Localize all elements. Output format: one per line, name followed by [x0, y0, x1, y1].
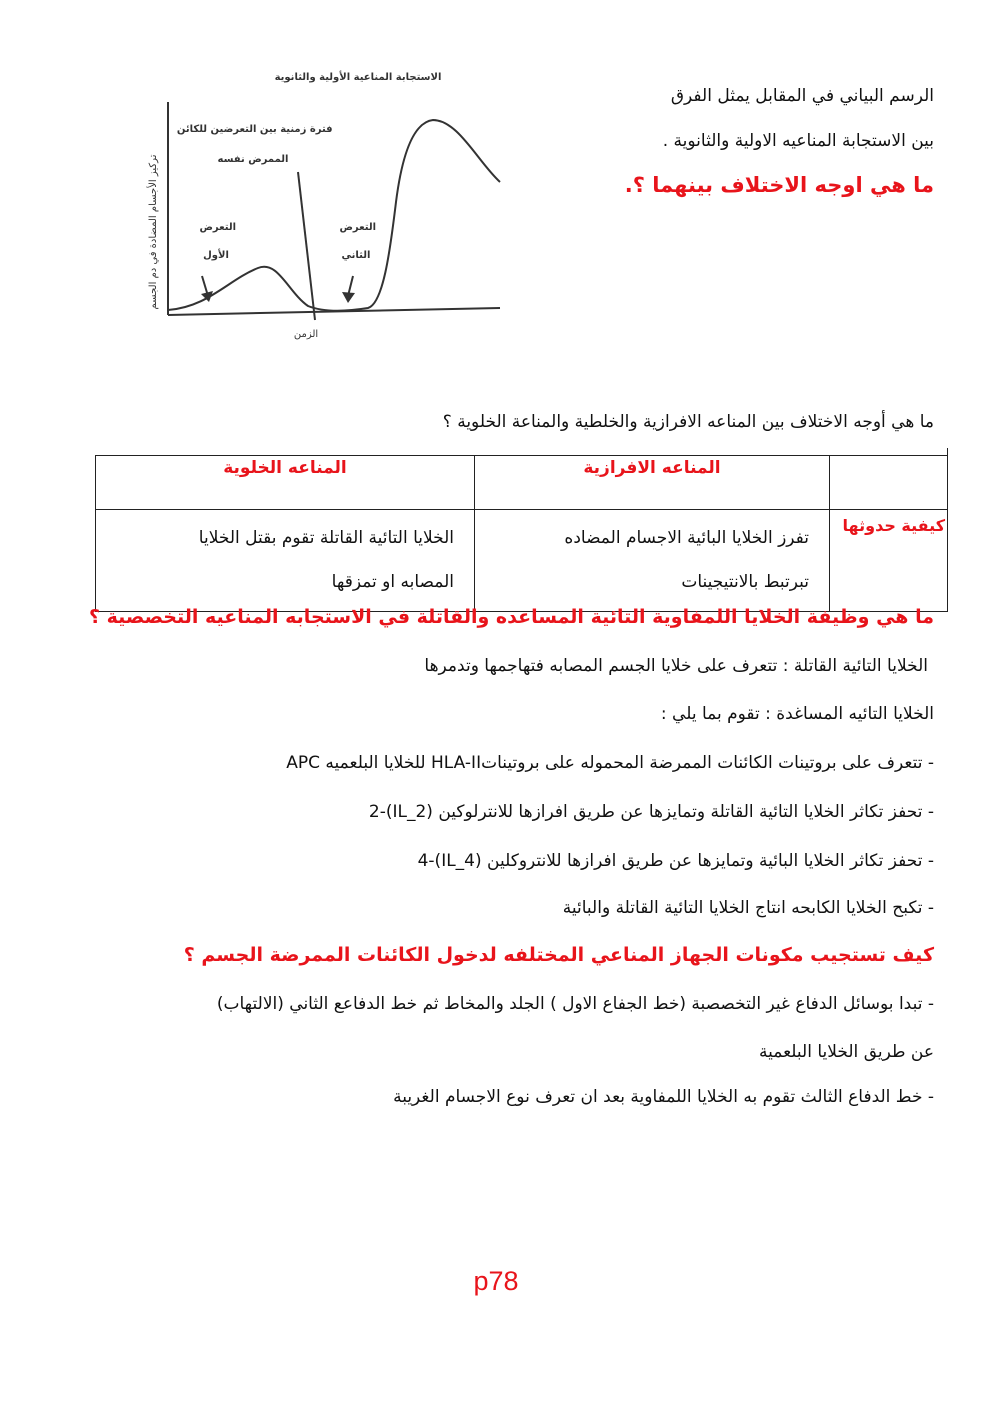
humoral-line-1: تفرز الخلايا البائية الاجسام المضاده [564, 528, 809, 548]
page-number: p78 [473, 1266, 519, 1296]
table-cell-humoral [475, 510, 830, 612]
graph-y-axis-label: تركيز الأجسام المضادة في دم الجسم [148, 154, 159, 310]
tcells-question: ما هي وظيفة الخلايا اللمفاوية التائية المساعده والقاتلة في الاستجابه المناعيه التخصصية ؟ [88, 606, 934, 628]
tcells-helper-point-1: - تتعرف على بروتينات الكائنات الممرضة المحموله على بروتينات‪HLA-II‬ للخلايا البلعميه ‪APC‬ [286, 753, 934, 773]
intro-line-2: بين الاستجابة المناعيه الاولية والثانوية . [662, 131, 934, 151]
defense-point-2: - خط الدفاع الثالث تقوم به الخلايا اللمفاوية بعد ان تعرف نوع الاجسام الغريبة [393, 1087, 934, 1107]
cellular-line-2: المصابه او تمزقها [331, 572, 454, 592]
table-row-label: كيفية حدوثها [830, 510, 948, 612]
humoral-line-2: تبرتبط بالانتيجينات [681, 572, 809, 592]
graph-interval-label: فترة زمنية بين التعرضين للكائن الممرض نفسه [176, 124, 333, 165]
table-header-cellular: المناعه الخلوية [96, 456, 475, 510]
tcells-helper-intro: الخلايا التائيه المساغدة : تقوم بما يلي : [660, 704, 934, 724]
table-cell-cellular [96, 510, 475, 612]
tcells-helper-point-2: - تحفز تكاثر الخلايا التائية القاتلة وتمايزها عن طريق افرازها للانترلوكين ‪2-(IL_2)‬ [368, 802, 934, 822]
tcells-helper-point-3: - تحفز تكاثر الخلايا البائية وتمايزها عن طريق افرازها للانتروكلين ‪4-(IL_4)‬ [417, 851, 934, 871]
graph-title: الاستجابة المناعية الأولية والثانوية [274, 72, 442, 83]
defense-point-1-line-1: - تبدا بوسائل الدفاع غير التخصصبة (خط الجفاع الاول ) الجلد والمخاط ثم خط الدفاعع الثاني (الالتهاب) [216, 994, 934, 1014]
graph-second-exposure-arrowhead [342, 292, 355, 303]
intro-line-1: الرسم البياني في المقابل يمثل الفرق [670, 86, 934, 106]
immune-response-graph [128, 62, 508, 347]
graph-exposure-divider [298, 172, 315, 320]
table-outer-rule [947, 448, 948, 608]
table-header-humoral: المناعه الافرازية [475, 456, 830, 510]
tcells-helper-point-4: - تكبح الخلايا الكابحه انتاج الخلايا التائية القاتلة والبائية [562, 898, 934, 918]
intro-question: ما هي اوجه الاختلاف بينهما ؟. [624, 173, 934, 197]
table-header-row [96, 456, 948, 510]
graph-x-axis-label: الزمن [293, 329, 319, 340]
tcells-killer-line: الخلايا التائية القاتلة : تتعرف على خلايا الجسم المصابه فتهاجمها وتدمرها [424, 656, 928, 676]
table-header-empty [830, 456, 948, 510]
defense-question: كيف تستجيب مكونات الجهاز المناعي المختلفه لدخول الكائنات الممرضة الجسم ؟ [183, 944, 934, 966]
cellular-line-1: الخلايا التائية القاتلة تقوم بقتل الخلايا [198, 528, 454, 548]
defense-point-1-line-2: عن طريق الخلايا البلعمية [759, 1042, 934, 1062]
comparison-table [95, 455, 948, 612]
graph-response-curve [168, 120, 500, 311]
graph-first-exposure-label: التعرض الأول [199, 222, 237, 261]
graph-second-exposure-label: التعرض الثاني [339, 222, 377, 261]
table-row [96, 510, 948, 612]
comparison-question: ما هي أوجه الاختلاف بين المناعه الافرازية والخلطية والمناعة الخلوية ؟ [442, 412, 934, 432]
